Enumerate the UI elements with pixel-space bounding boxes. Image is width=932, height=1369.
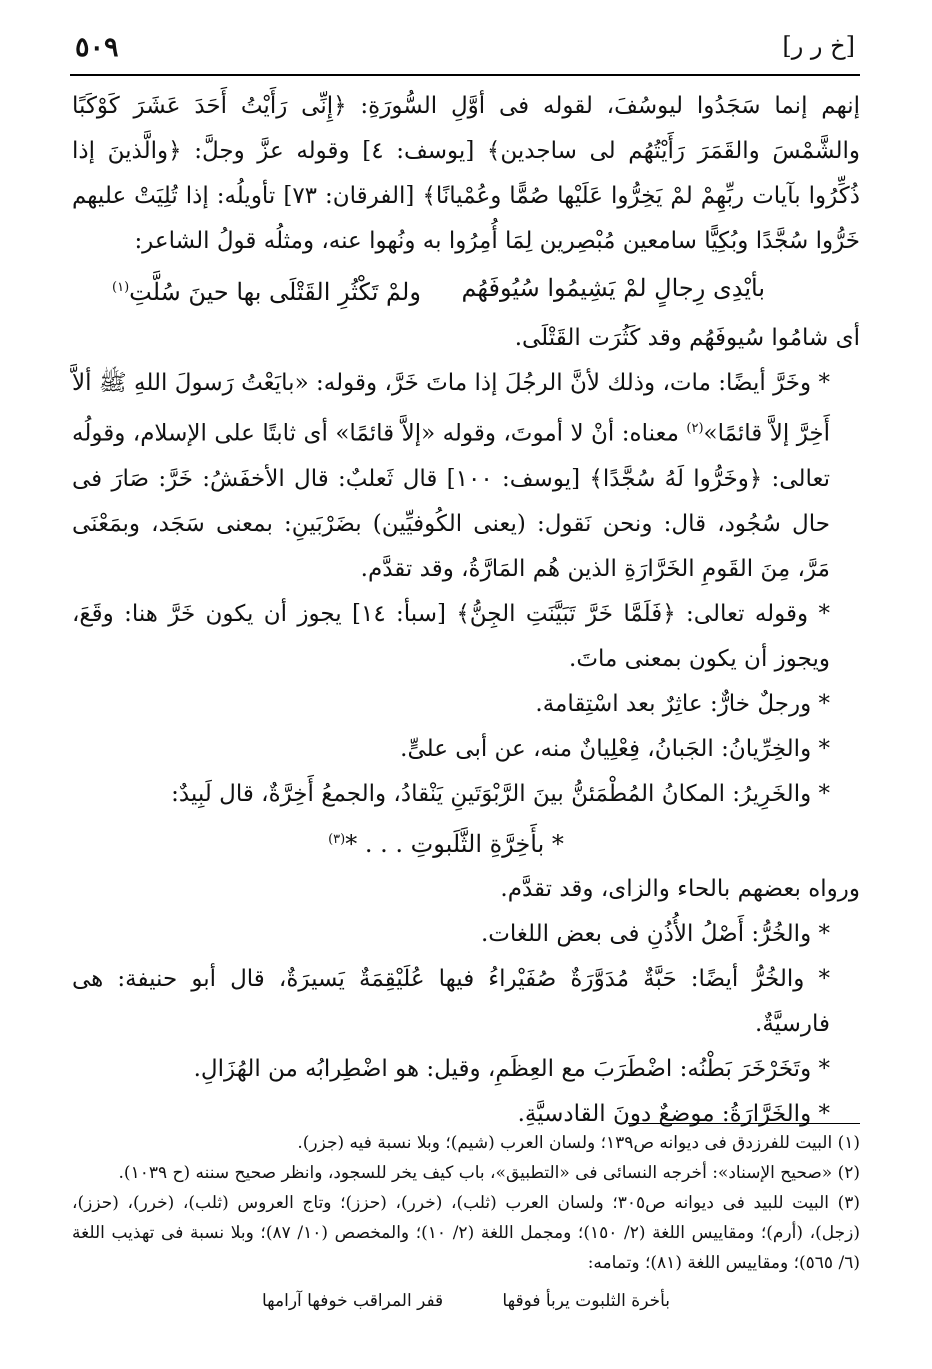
footnote-marker: (٣) (328, 831, 346, 847)
header-rule (70, 74, 860, 76)
footnote-rule (628, 1123, 860, 1124)
page-header (75, 30, 855, 72)
running-head: [خ ر ر] (782, 32, 855, 60)
poetry-verse: * بأَخِرَّةِ الثَّلَبوتِ . . . *$^{(٣)}$ (328, 829, 564, 858)
footnote: (١) البيت للفرزدق فى ديوانه ص١٣٩؛ ولسان العرب (شيم)؛ وبلا نسبة فيه (جزر). (297, 1133, 860, 1153)
paragraph: * والخِرِّيانُ: الجَبانُ، فِعْلِيانٌ منه، عن أبى علىٍّ. (400, 735, 830, 762)
footnote-verse (72, 1286, 860, 1316)
paragraph: أى شامُوا سُيوفَهُم وقد كَثُرَت القَتْلَى. (514, 325, 860, 351)
footnote-verse-first: بأخرة الثلبوت يربأ فوقها (502, 1291, 670, 1311)
footnotes (72, 1128, 860, 1316)
paragraph: * وقوله تعالى: ﴿فَلَمَّا خَرَّ تَبَيَّنَتِ الجِنُّ﴾ [سبأ: ١٤] يجوز أن يكون خَرَّ هنا: وقَعَ، ويجوز أن يكون بمعنى ماتَ. (72, 600, 831, 672)
footnote-marker: (١) (112, 280, 130, 295)
paragraph: * والخَرَّارَةُ: موضعٌ دونَ القادسيَّةِ. (517, 1100, 830, 1127)
paragraph: إنهم إنما سَجَدُوا ليوسُفَ، لقوله فى أوَّلِ السُّورَةِ: ﴿إِنِّى رَأَيْتُ أَحَدَ عَشَرَ كَوْكَبًا والشَّمْسَ والقَمَرَ رَأَيْتُهُم لى ساجدين﴾ [يوسف: ٤] وقوله عزَّ وجلَّ: ﴿والَّذينَ إذا ذُكِّرُوا بآيات ربِّهِمْ لمْ يَخِرُّوا عَلَيْها صُمًّا وعُمْيانًا﴾ [الفرقان: ٧٣] تأويلُه: إذا تُلِيَتْ عليهم خَرُّوا سُجَّدًا وبُكِيًّا سامعين مُبْصِرين لِمَا أُمِرُوا به ونُهوا عنه، ومثلُه قولُ الشاعر: (72, 93, 861, 254)
footnote-verse-second: قفر المراقب خوفها آرامها (262, 1291, 444, 1311)
paragraph: * والخَرِيرُ: المكانُ المُطْمَئنُّ بينَ الرَّبْوَتَينِ يَنْقادُ، والجمعُ أَخِرَّةٌ، قال لَبِيدٌ: (171, 780, 830, 807)
verse-hemistich-second: ولمْ تَكْثُرِ القَتْلَى بها حينَ سُلَّتِ$^{(١)}$ (112, 278, 421, 306)
paragraph: * ورجلٌ خارٌّ: عاثِرٌ بعد اسْتِقامة. (535, 690, 830, 717)
footnote-marker: (٢) (686, 421, 704, 436)
poetry-verse (72, 264, 860, 316)
main-text (72, 84, 860, 1137)
paragraph: * وخَرَّ أيضًا: مات، وذلك لأنَّ الرجُلَ إذا ماتَ خَرَّ، وقوله: «بايَعْتُ رَسولَ اللهِ ﷺ ألاَّ أَخِرَّ إلاَّ قائمًا»$^{(٢)}$ معناه: أنْ لا أموتَ، وقوله «إلاَّ قائمًا» أى ثابتًا على الإسلام، وقولُه تعالى: ﴿وخَرُّوا لَهُ سُجَّدًا﴾ [يوسف: ١٠٠] قال ثَعلبٌ: قال الأخفَشُ: خَرَّ: صَارَ فى حال سُجُود، قال: ونحن نَقول: (يعنى الكُوفيِّين) بضَرْبَينِ: بمعنى سَجَد، وبمَعْنَى مَرَّ، مِنَ القَومِ الخَرَّارَةِ الذين هُم المَارَّةُ، وقد تقدَّم. (72, 370, 830, 582)
paragraph: ورواه بعضهم بالحاء والزاى، وقد تقدَّم. (500, 875, 860, 902)
page-number: ٥٠٩ (75, 32, 119, 63)
footnote: (٢) «صحيح الإسناد»: أخرجه النسائى فى «التطبيق»، باب كيف يخر للسجود، وانظر صحيح سننه (ح ١٠٣٩). (118, 1163, 860, 1183)
paragraph: * وتَخَرْخَرَ بَطْنُه: اضْطَرَبَ مع العِظَمِ، وقيل: هو اضْطِرابُه من الهُزَالِ. (193, 1055, 830, 1082)
footnote: (٣) البيت للبيد فى ديوانه ص٣٠٥؛ ولسان العرب (ثلب)، (خرر)، (حزز)؛ وتاج العروس (ثلب)، (خرر)، (حزز)، (زجل)، (أرم)؛ ومقاييس اللغة (٢/ ١٥٠)؛ ومجمل اللغة (٢/ ١٠)؛ والمخصص (١٠/ ٨٧)؛ وبلا نسبة فى تهذيب اللغة (٦/ ٥٦٥)؛ ومقاييس اللغة (٨١)؛ وتمامه: (72, 1193, 860, 1273)
paragraph: * والخُرُّ أيضًا: حَبَّةٌ مُدَوَّرَةٌ صُفَيْراءُ فيها عُلَيْقِمَةٌ يَسيرَةٌ، قال أبو حنيفة: هى فارسيَّةٌ. (72, 965, 830, 1037)
verse-hemistich-first: بأيْدِى رِجالٍ لمْ يَشِيمُوا سُيُوفَهُم (461, 274, 765, 302)
paragraph: * والخُرُّ: أَصْلُ الأُذُنِ فى بعض اللغات. (480, 920, 830, 947)
